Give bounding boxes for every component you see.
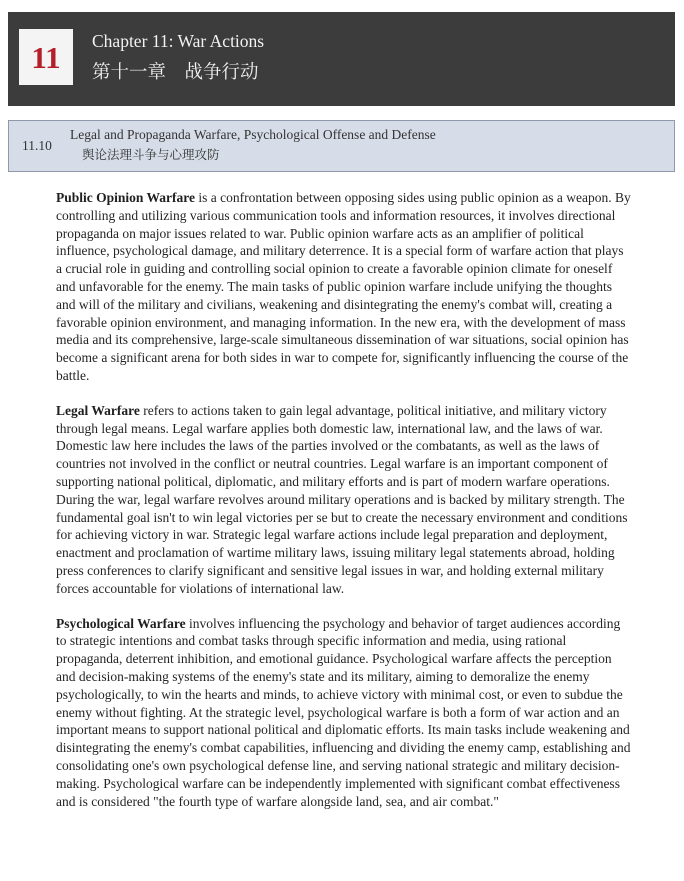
paragraph-public-opinion-warfare bbox=[56, 189, 632, 385]
chapter-number-badge bbox=[19, 29, 73, 85]
paragraph-psychological-warfare bbox=[56, 615, 632, 811]
section-title-chinese: 舆论法理斗争与心理攻防 bbox=[82, 148, 220, 162]
paragraph-text: refers to actions taken to gain legal advantage, political initiative, and military victory through legal means. Legal warfare applies both domestic law, international law, and the laws of war. Domestic law here includes the laws of the parties involved or the combatants, as well as the laws of countries not involved in the conflict or neutral countries. Legal warfare is an important component of supporting national political, diplomatic, and military efforts and is part of modern warfare operations. During the war, legal warfare revolves around military operations and is backed by military strength. The fundamental goal isn't to win legal victories per se but to create the necessary environment and conditions for achieving victory in war. Strategic legal warfare actions include legal preparation and deployment, enactment and proclamation of wartime military laws, issuing military legal statements abroad, holding press conferences to clarify significant and sensitive legal issues in war, and holding external military forces accountable for violations of international law. bbox=[56, 402, 628, 596]
section-number: 11.10 bbox=[22, 138, 52, 153]
term-psychological-warfare: Psychological Warfare bbox=[56, 615, 186, 631]
section-title-english: Legal and Propaganda Warfare, Psychological Offense and Defense bbox=[70, 127, 436, 142]
chapter-title-chinese: 第十一章 战争行动 bbox=[92, 63, 259, 83]
paragraph-text: involves influencing the psychology and behavior of target audiences according to strategic intentions and combat tasks through specific information and media, using rational propaganda, deterrent inhibition, and emotional guidance. Psychological warfare affects the perception and decision-making systems of the enemy's state and its military, aiming to demoralize the enemy psychologically, to win the hearts and minds, to achieve victory with minimal cost, or even to subdue the enemy without fighting. At the strategic level, psychological warfare is both a form of war action and an important means to support national political and diplomatic efforts. Its main tasks include weakening and disintegrating the enemy's combat capabilities, influencing and dividing the enemy camp, establishing and consolidating one's own psychological defense line, and serving national strategic and military decision-making. Psychological warfare can be independently implemented with significant combat effectiveness and is considered "the fourth type of warfare alongside land, sea, and air combat." bbox=[56, 615, 631, 809]
paragraph-legal-warfare bbox=[56, 402, 632, 598]
paragraph-text: is a confrontation between opposing sides using public opinion as a weapon. By controlling and utilizing various communication tools and information resources, it involves directional propaganda on major issues related to war. Public opinion warfare acts as an amplifier of political influence, psychological damage, and military deterrence. It is a special form of warfare action that plays a crucial role in guiding and controlling social opinion to create a favorable opinion climate for oneself and unfavorable for the enemy. The main tasks of public opinion warfare include unifying the thoughts and will of the military and civilians, weakening and disintegrating the enemy's combat will, creating a favorable opinion environment, and managing information. In the new era, with the development of mass media and its comprehensive, large-scale simultaneous dissemination of war situations, social opinion has become a significant arena for both sides in war to compete for, significantly influencing the course of the battle. bbox=[56, 190, 631, 383]
term-public-opinion-warfare: Public Opinion Warfare bbox=[56, 190, 196, 205]
chapter-number: 11 bbox=[31, 39, 61, 75]
term-legal-warfare: Legal Warfare bbox=[56, 402, 140, 418]
chapter-header bbox=[8, 12, 675, 106]
section-body bbox=[56, 189, 632, 827]
chapter-title-english: Chapter 11: War Actions bbox=[92, 31, 265, 51]
section-header bbox=[8, 120, 675, 172]
